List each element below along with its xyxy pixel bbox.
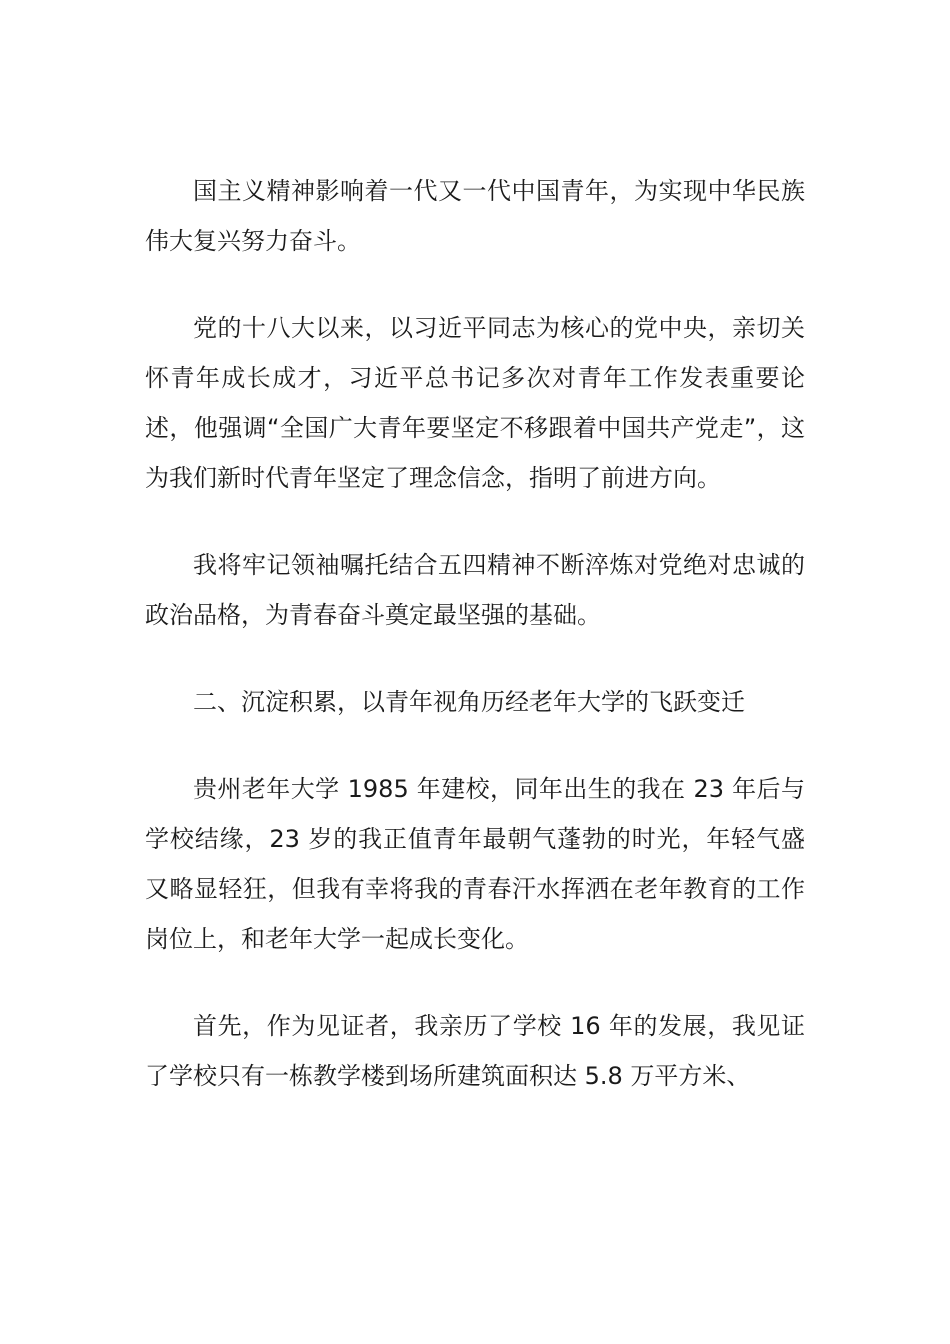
paragraph-university-history: 贵州老年大学 1985 年建校，同年出生的我在 23 年后与学校结缘，23 岁的我正值青年最朝气蓬勃的时光，年轻气盛又略显轻狂，但我有幸将我的青春汗水挥洒在老年教育的工作岗位上，和老年大学一起成长变化。 — [145, 775, 805, 953]
paragraph-party-congress: 党的十八大以来，以习近平同志为核心的党中央，亲切关怀青年成长成才，习近平总书记多次对青年工作发表重要论述，他强调“全国广大青年要坚定不移跟着中国共产党走”，这为我们新时代青年坚定了理念信念，指明了前进方向。 — [145, 314, 805, 492]
section-heading-two: 二、沉淀积累，以青年视角历经老年大学的飞跃变迁 — [193, 688, 745, 716]
paragraph-loyalty: 我将牢记领袖嘱托结合五四精神不断淬炼对党绝对忠诚的政治品格，为青春奋斗奠定最坚强的基础。 — [145, 551, 805, 629]
paragraph-witness: 首先，作为见证者，我亲历了学校 16 年的发展，我见证了学校只有一栋教学楼到场所建筑面积达 5.8 万平方米、 — [145, 1012, 805, 1090]
paragraph-patriotism: 国主义精神影响着一代又一代中国青年，为实现中华民族伟大复兴努力奋斗。 — [145, 177, 805, 255]
document-body — [145, 166, 805, 1138]
